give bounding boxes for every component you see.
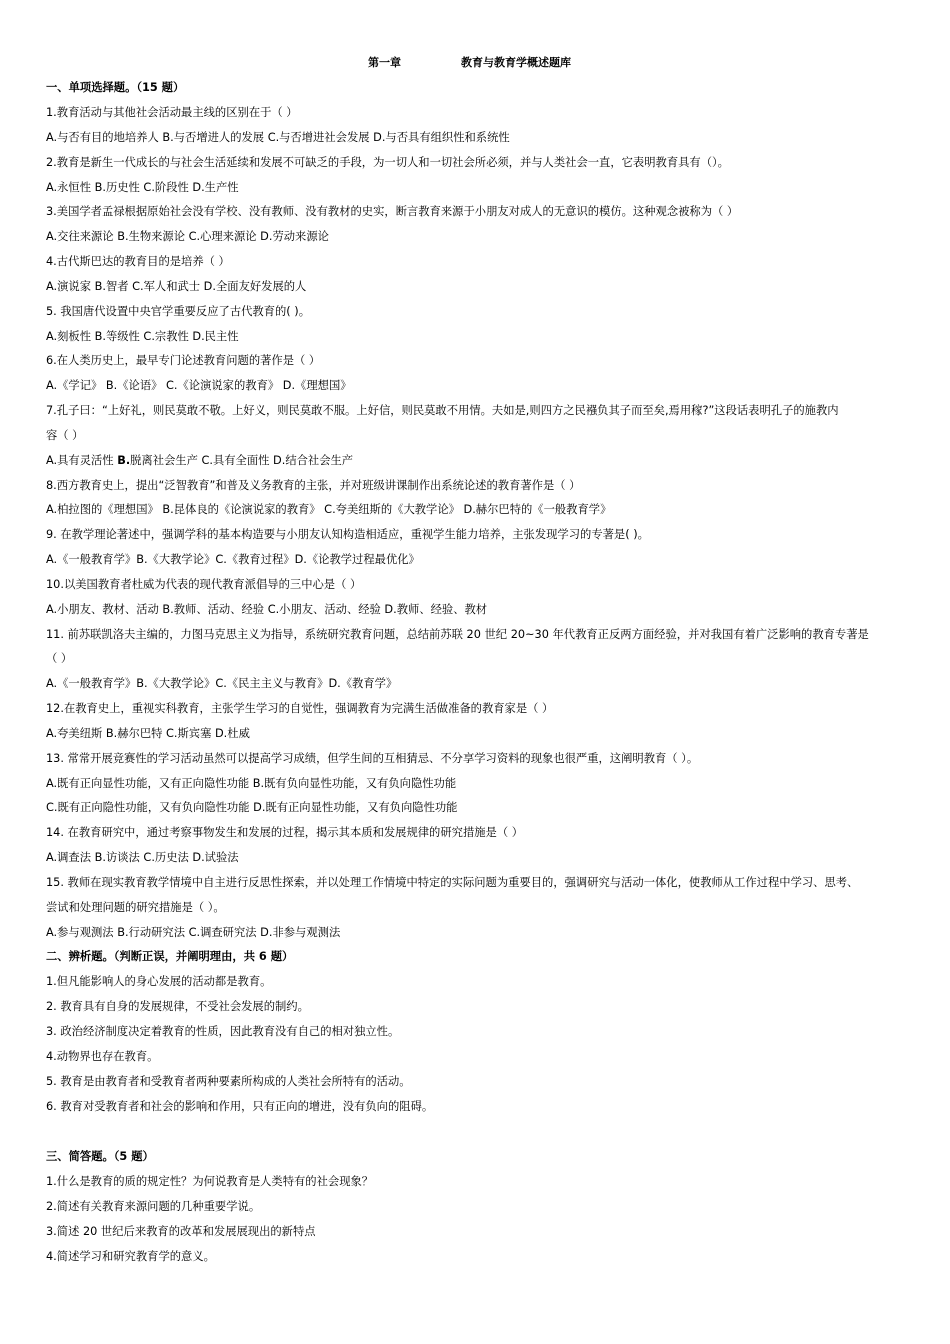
question-12: 12.在教育史上，重视实科教育，主张学生学习的自觉性，强调教育为完满生活做准备的教育家是（ ）: [46, 702, 554, 715]
question-14: 14. 在教育研究中，通过考察事物发生和发展的过程，揭示其本质和发展规律的研究措施是（ ）: [46, 826, 524, 839]
section-1-heading: 一、单项选择题。（15 题）: [46, 81, 185, 94]
question-7-line-2: 容（ ）: [46, 429, 84, 442]
question-2-options: A.永恒性 B.历史性 C.阶段性 D.生产性: [46, 181, 239, 194]
title-text: 教育与教育学概述题库: [461, 56, 571, 69]
q7-option-rest: 脱离社会生产 C.具有全面性 D.结合社会生产: [130, 454, 354, 467]
section-3-item: 1.什么是教育的质的规定性？为何说教育是人类特有的社会现象？: [46, 1175, 374, 1188]
section-3-item: 4.简述学习和研究教育学的意义。: [46, 1250, 215, 1263]
question-13-options-1: A.既有正向显性功能，又有正向隐性功能 B.既有负向显性功能，又有负向隐性功能: [46, 777, 457, 790]
section-3-heading: 三、简答题。（5 题）: [46, 1150, 154, 1163]
section-2-item: 3. 政治经济制度决定着教育的性质，因此教育没有自己的相对独立性。: [46, 1025, 400, 1038]
section-2-heading: 二、辨析题。（判断正误，并阐明理由，共 6 题）: [46, 950, 294, 963]
question-10: 10.以美国教育者杜威为代表的现代教育派倡导的三中心是（ ）: [46, 578, 362, 591]
question-5-options: A.刻板性 B.等级性 C.宗教性 D.民主性: [46, 330, 239, 343]
question-5: 5. 我国唐代设置中央官学重要反应了古代教育的( )。: [46, 305, 311, 318]
question-3: 3.美国学者孟禄根据原始社会没有学校、没有教师、没有教材的史实，断言教育来源于小朋友对成人的无意识的模仿。这种观念被称为（ ）: [46, 205, 739, 218]
question-9: 9. 在教学理论著述中，强调学科的基本构造要与小朋友认知构造相适应，重视学生能力培养，主张发现学习的专著是( )。: [46, 528, 649, 541]
section-3-item: 2.简述有关教育来源问题的几种重要学说。: [46, 1200, 261, 1213]
question-1-options: A.与否有目的地培养人 B.与否增进人的发展 C.与否增进社会发展 D.与否具有组织性和系统性: [46, 131, 510, 144]
question-2: 2.教育是新生一代成长的与社会生活延续和发展不可缺乏的手段，为一切人和一切社会所必须，并与人类社会一直，它表明教育具有（）。: [46, 156, 729, 169]
question-1: 1.教育活动与其他社会活动最主线的区别在于（ ）: [46, 106, 298, 119]
question-10-options: A.小朋友、教材、活动 B.教师、活动、经验 C.小朋友、活动、经验 D.教师、经验、教材: [46, 603, 488, 616]
question-9-options: A.《一般教育学》B.《大教学论》C.《教育过程》D.《论教学过程最优化》: [46, 553, 420, 566]
section-3-item: 3.简述 20 世纪后来教育的改革和发展展现出的新特点: [46, 1225, 316, 1238]
q7-option-a: A.具有灵活性: [46, 454, 118, 467]
section-2-item: 5. 教育是由教育者和受教育者两种要素所构成的人类社会所特有的活动。: [46, 1075, 411, 1088]
question-4-options: A.演说家 B.智者 C.军人和武士 D.全面友好发展的人: [46, 280, 307, 293]
question-11-line-1: 11. 前苏联凯洛夫主编的，力图马克思主义为指导，系统研究教育问题，总结前苏联 20 世纪 20~30 年代教育正反两方面经验，并对我国有着广泛影响的教育专著是: [46, 628, 869, 641]
question-8: 8.西方教育史上，提出“泛智教育”和普及义务教育的主张，并对班级讲课制作出系统论述的教育著作是（ ）: [46, 479, 581, 492]
question-7-line-1: 7.孔子曰：“上好礼，则民莫敢不敬。上好义，则民莫敢不服。上好信，则民莫敢不用情。夫如是,则四方之民襁负其子而至矣,焉用稼?”这段话表明孔子的施教内: [46, 404, 839, 417]
question-7-options: [46, 448, 908, 473]
question-8-options: A.柏拉图的《理想国》 B.昆体良的《论演说家的教育》 C.夸美纽斯的《大教学论》 D.赫尔巴特的《一般教育学》: [46, 503, 612, 516]
section-2-item: 4.动物界也存在教育。: [46, 1050, 159, 1063]
chapter-label: 第一章: [368, 56, 401, 69]
question-11-line-2: （ ）: [46, 652, 73, 665]
question-3-options: A.交往来源论 B.生物来源论 C.心理来源论 D.劳动来源论: [46, 230, 329, 243]
question-15-line-1: 15. 教师在现实教育教学情境中自主进行反思性探索，并以处理工作情境中特定的实际问题为重要目的，强调研究与活动一体化，使教师从工作过程中学习、思考、: [46, 876, 859, 889]
question-13: 13. 常常开展竞赛性的学习活动虽然可以提高学习成绩，但学生间的互相猜忌、不分享学习资料的现象也很严重，这阐明教育（ ）。: [46, 752, 699, 765]
question-6-options: A.《学记》 B.《论语》 C.《论演说家的教育》 D.《理想国》: [46, 379, 352, 392]
question-15-line-2: 尝试和处理问题的研究措施是（ ）。: [46, 901, 225, 914]
question-6: 6.在人类历史上，最早专门论述教育问题的著作是（ ）: [46, 354, 321, 367]
question-14-options: A.调查法 B.访谈法 C.历史法 D.试验法: [46, 851, 239, 864]
question-13-options-2: C.既有正向隐性功能，又有负向隐性功能 D.既有正向显性功能，又有负向隐性功能: [46, 801, 458, 814]
section-2-item: 1.但凡能影响人的身心发展的活动都是教育。: [46, 975, 272, 988]
q7-option-b-letter: B.: [117, 454, 131, 467]
question-11-options: A.《一般教育学》B.《大教学论》C.《民主主义与教育》D.《教育学》: [46, 677, 398, 690]
question-15-options: A.参与观测法 B.行动研究法 C.调查研究法 D.非参与观测法: [46, 926, 341, 939]
section-2-item: 6. 教育对受教育者和社会的影响和作用，只有正向的增进，没有负向的阻碍。: [46, 1100, 434, 1113]
section-2-item: 2. 教育具有自身的发展规律，不受社会发展的制约。: [46, 1000, 309, 1013]
question-12-options: A.夸美纽斯 B.赫尔巴特 C.斯宾塞 D.杜威: [46, 727, 250, 740]
question-4: 4.古代斯巴达的教育目的是培养（ ）: [46, 255, 230, 268]
